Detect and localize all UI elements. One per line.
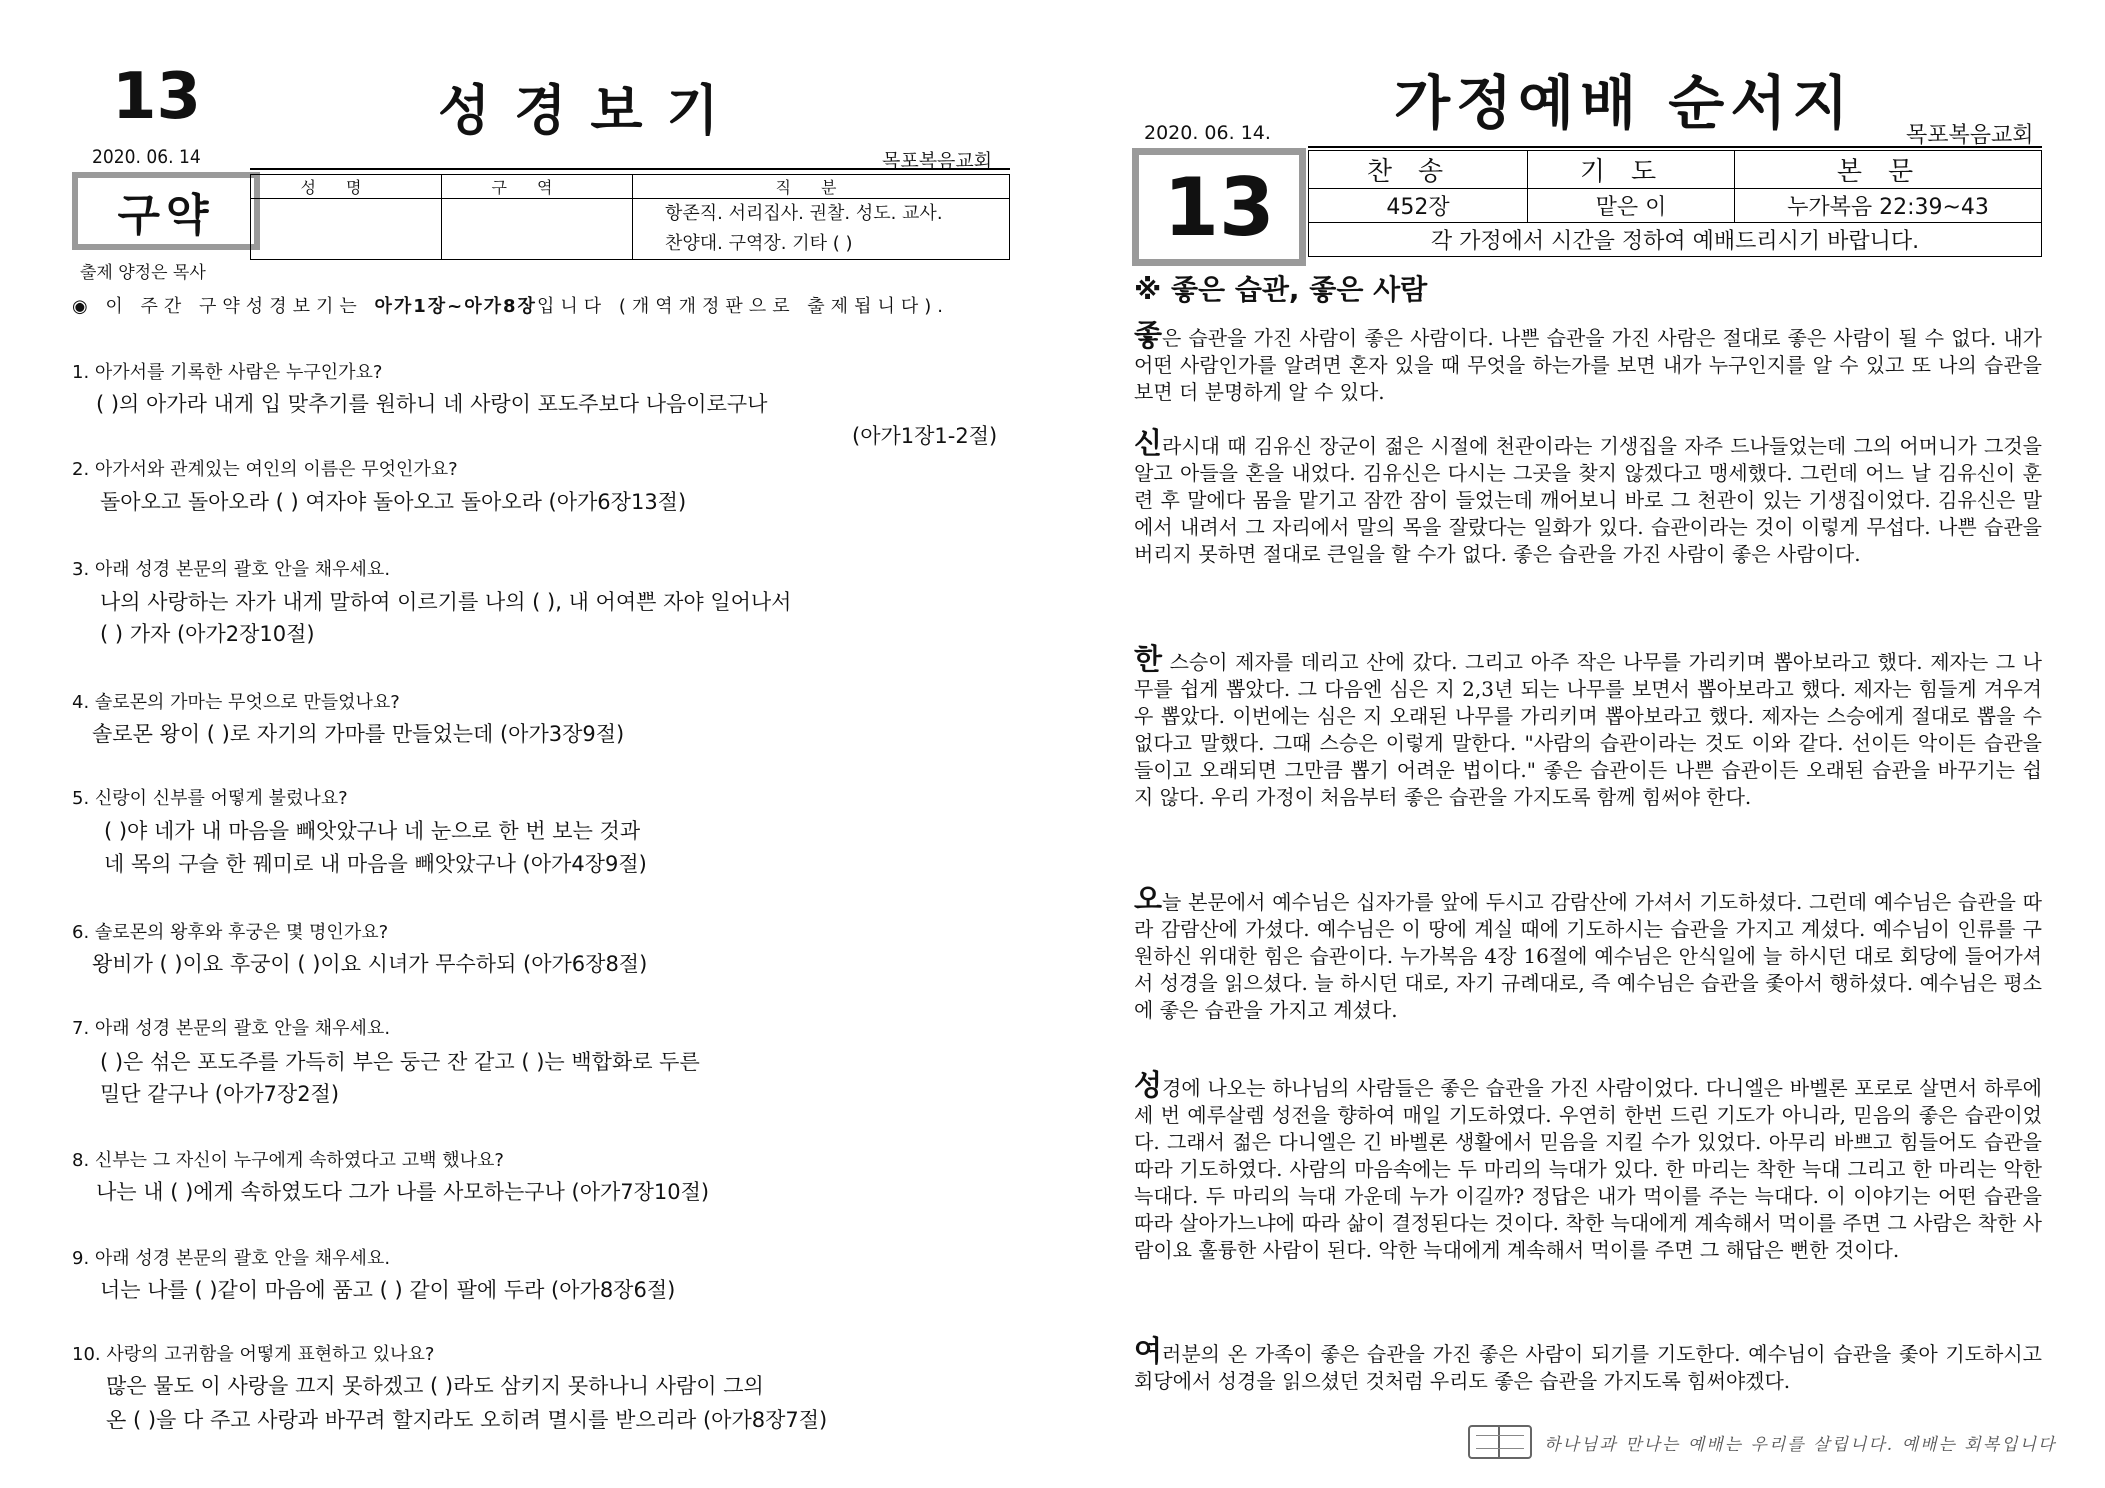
question-7: 7. 아래 성경 본문의 괄호 안을 채우세요. — [72, 1018, 391, 1039]
paragraph-4 — [1134, 882, 2042, 1024]
answer-7-line2: 밀단 같구나 (아가7장2절) — [100, 1082, 340, 1106]
order-prayer-value: 맡은 이 — [1528, 189, 1735, 223]
answer-5-line1: ( )야 네가 내 마음을 빼앗았구나 네 눈으로 한 번 보는 것과 — [104, 819, 641, 843]
right-week-number: 13 — [1163, 160, 1275, 254]
header-name: 성명 — [251, 175, 442, 199]
paragraph-5-text: 경에 나오는 하나님의 사람들은 좋은 습관을 가진 사람이었다. 다니엘은 바벨론 포로로 살면서 하루에 세 번 예루살렘 성전을 향하여 매일 기도하였다. 우연히 한번 드린 기도가 아니라, 믿음의 좋은 습관이었다. 그래서 젊은 다니엘은 긴 바벨론 생활에서 믿음을 지킬 수가 있었다. 아무리 바쁘고 힘들어도 습관을 따라 기도하였다. 사람의 마음속에는 두 마리의 늑대가 있다. 한 마리는 착한 늑대 그리고 한 마리는 악한 늑대다. 두 마리의 늑대 가운데 누가 이길까? 정답은 내가 먹이를 주는 늑대다. 이 이야기는 어떤 습관을 따라 살아가느냐에 따라 삶이 결정된다는 것이다. 착한 늑대에게 계속해서 먹이를 주면 그 사람은 착한 사람이요 훌륭한 사람이 된다. 악한 늑대에게 계속해서 먹이를 주면 그 해답은 뻔한 것이다. — [1134, 1076, 2042, 1262]
author-line: 출제 양정은 목사 — [80, 263, 206, 283]
drop-cap-5: 성 — [1134, 1068, 1163, 1102]
question-4: 4. 솔로몬의 가마는 무엇으로 만들었나요? — [72, 692, 400, 713]
paragraph-2 — [1134, 426, 2042, 568]
order-header-hymn: 찬송 — [1309, 151, 1528, 189]
header-position: 직분 — [633, 175, 1010, 199]
question-2: 2. 아가서와 관계있는 여인의 이름은 무엇인가요? — [72, 459, 458, 480]
drop-cap-1: 좋 — [1134, 318, 1163, 352]
order-hymn-value: 452장 — [1309, 189, 1528, 223]
paragraph-5 — [1134, 1068, 2042, 1264]
question-8: 8. 신부는 그 자신이 누구에게 속하였다고 고백 했나요? — [72, 1150, 504, 1171]
answer-2-line1: 돌아오고 돌아오라 ( ) 여자야 돌아오고 돌아오라 (아가6장13절) — [100, 490, 687, 514]
right-title: 가정예배 순서지 — [1394, 69, 1855, 137]
footer — [1468, 1424, 2056, 1460]
testament-label: 구약 — [117, 190, 215, 241]
drop-cap-2: 신 — [1134, 426, 1163, 460]
answer-9-line1: 너는 나를 ( )같이 마음에 품고 ( ) 같이 팔에 두라 (아가8장6절) — [100, 1278, 676, 1302]
worship-order-table — [1308, 150, 2042, 257]
paragraph-1-text: 은 습관을 가진 사람이 좋은 사람이다. 나쁜 습관을 가진 사람은 절대로 좋은 사람이 될 수 없다. 내가 어떤 사람인가를 알려면 혼자 있을 때 무엇을 하는가를 보면 내가 누구인지를 알 수 있고 또 나의 습관을 보면 더 분명하게 알 수 있다. — [1134, 326, 2042, 404]
footer-text: 하나님과 만나는 예배는 우리를 살립니다. 예배는 회복입니다 — [1544, 1434, 2057, 1455]
answer-1-line1: ( )의 아가라 내게 입 맞추기를 원하니 네 사랑이 포도주보다 나음이로구나 — [96, 392, 768, 416]
question-1: 1. 아가서를 기록한 사람은 누구인가요? — [72, 362, 383, 383]
notice-suffix: 입니다 (개역개정판으로 출제됩니다). — [536, 296, 949, 317]
question-10: 10. 사랑의 고귀함을 어떻게 표현하고 있나요? — [72, 1344, 435, 1365]
paragraph-6 — [1134, 1334, 2042, 1395]
right-week-box — [1132, 148, 1306, 266]
left-top-rule — [250, 168, 1010, 170]
right-top-rule — [1308, 146, 2042, 148]
notice-prefix: ◉ 이 주간 구약성경보기는 — [72, 296, 375, 317]
right-church-name: 목포복음교회 — [1906, 123, 2034, 148]
order-header-text: 본문 — [1735, 151, 2042, 189]
right-date: 2020. 06. 14. — [1144, 122, 1271, 144]
paragraph-4-text: 늘 본문에서 예수님은 십자가를 앞에 두시고 감람산에 가셔서 기도하셨다. 그런데 예수님은 습관을 따라 감람산에 가셨다. 예수님은 이 땅에 계실 때에 기도하시는 습관을 가지고 계셨다. 예수님이 인류를 구원하신 위대한 힘은 습관이다. 누가복음 4장 16절에 예수님은 안식일에 늘 하시던 대로 회당에 들어가셔서 성경을 읽으셨다. 늘 하시던 대로, 자기 규례대로, 즉 예수님은 습관을 좇아서 행하셨다. 예수님은 평소에 좋은 습관을 가지고 계셨다. — [1134, 890, 2042, 1022]
name-cell[interactable] — [251, 199, 442, 260]
left-date: 2020. 06. 14 — [92, 146, 201, 168]
question-3: 3. 아래 성경 본문의 괄호 안을 채우세요. — [72, 559, 391, 580]
answer-3-line1: 나의 사랑하는 자가 내게 말하여 이르기를 나의 ( ), 내 어여쁜 자야 일어나서 — [100, 590, 792, 614]
position-cell[interactable] — [633, 199, 1010, 260]
left-title: 성경보기 — [438, 79, 743, 142]
paragraph-1 — [1134, 318, 2042, 406]
answer-8-line1: 나는 내 ( )에게 속하였도다 그가 나를 사모하는구나 (아가7장10절) — [96, 1180, 710, 1204]
answer-7-line1: ( )은 섞은 포도주를 가득히 부은 둥근 잔 같고 ( )는 백합화로 두른 — [100, 1050, 700, 1074]
drop-cap-4: 오 — [1134, 882, 1163, 916]
notice-range: 아가1장~아가8장 — [374, 296, 537, 317]
paragraph-2-text: 라시대 때 김유신 장군이 젊은 시절에 천관이라는 기생집을 자주 드나들었는데 그의 어머니가 그것을 알고 아들을 혼을 내었다. 김유신은 다시는 그곳을 찾지 않겠다고 맹세했다. 그런데 어느 날 김유신이 훈련 후 말에다 몸을 맡기고 잠깐 잠이 들었는데 깨어보니 바로 그 천관이 있는 기생집이었다. 김유신은 말에서 내려서 그 자리에서 말의 목을 잘랐다는 일화가 있다. 습관이라는 것이 이렇게 무섭다. 나쁜 습관을 버리지 못하면 절대로 큰일을 할 수가 없다. 좋은 습관을 가진 사람이 좋은 사람이다. — [1134, 434, 2042, 566]
question-5: 5. 신랑이 신부를 어떻게 불렀나요? — [72, 788, 348, 809]
paragraph-6-text: 러분의 온 가족이 좋은 습관을 가진 좋은 사람이 되기를 기도한다. 예수님이 습관을 좇아 기도하시고 회당에서 성경을 읽으셨던 것처럼 우리도 좋은 습관을 가지도록 힘써야겠다. — [1134, 1342, 2042, 1393]
answer-10-line2: 온 ( )을 다 주고 사랑과 바꾸려 할지라도 오히려 멸시를 받으리라 (아가8장7절) — [106, 1408, 828, 1432]
reading-notice — [72, 292, 949, 318]
left-church-name: 목포복음교회 — [882, 150, 993, 172]
answer-4-line1: 솔로몬 왕이 ( )로 자기의 가마를 만들었는데 (아가3장9절) — [92, 722, 625, 746]
sermon-subtitle: ※ 좋은 습관, 좋은 사람 — [1134, 273, 1428, 306]
position-options-line2: 찬양대. 구역장. 기타 ( ) — [665, 233, 853, 254]
answer-5-line2: 네 목의 구슬 한 꿰미로 내 마음을 빼앗았구나 (아가4장9절) — [104, 852, 647, 876]
left-week-number: 13 — [112, 60, 202, 134]
order-text-value: 누가복음 22:39~43 — [1735, 189, 2042, 223]
answer-10-line1: 많은 물도 이 사랑을 끄지 못하겠고 ( )라도 삼키지 못하나니 사람이 그의 — [106, 1374, 764, 1398]
member-info-table — [250, 174, 1010, 260]
order-header-prayer: 기도 — [1528, 151, 1735, 189]
header-district: 구역 — [442, 175, 633, 199]
open-book-icon — [1468, 1425, 1532, 1459]
question-6: 6. 솔로몬의 왕후와 후궁은 몇 명인가요? — [72, 922, 389, 943]
answer-3-line2: ( ) 가자 (아가2장10절) — [100, 622, 315, 646]
drop-cap-6: 여 — [1134, 1334, 1163, 1368]
drop-cap-3: 한 — [1134, 642, 1163, 676]
order-note: 각 가정에서 시간을 정하여 예배드리시기 바랍니다. — [1309, 223, 2042, 257]
paragraph-3-text: 스승이 제자를 데리고 산에 갔다. 그리고 아주 작은 나무를 가리키며 뽑아보라고 했다. 제자는 그 나무를 쉽게 뽑았다. 그 다음엔 심은 지 2,3년 되는 나무를 보면서 뽑아보라고 했다. 제자는 힘들게 겨우겨우 뽑았다. 이번에는 심은 지 오래된 나무를 가리키며 뽑아보라고 했다. 제자는 스승에게 절대로 뽑을 수 없다고 말했다. 그때 스승은 이렇게 말한다. "사람의 습관이라는 것도 이와 같다. 선이든 악이든 습관을 들이고 오래되면 그만큼 뽑기 어려운 법이다." 좋은 습관이든 나쁜 습관이든 오래된 습관을 바꾸기는 쉽지 않다. 우리 가정이 처음부터 좋은 습관을 가지도록 함께 힘써야 한다. — [1134, 650, 2042, 809]
paragraph-3 — [1134, 642, 2042, 811]
district-cell[interactable] — [442, 199, 633, 260]
answer-6-line1: 왕비가 ( )이요 후궁이 ( )이요 시녀가 무수하되 (아가6장8절) — [92, 952, 648, 976]
answer-1-line2: (아가1장1-2절) — [852, 424, 998, 448]
question-9: 9. 아래 성경 본문의 괄호 안을 채우세요. — [72, 1248, 391, 1269]
position-options-line1: 항존직. 서리집사. 권찰. 성도. 교사. — [665, 203, 943, 224]
testament-box — [72, 172, 260, 250]
